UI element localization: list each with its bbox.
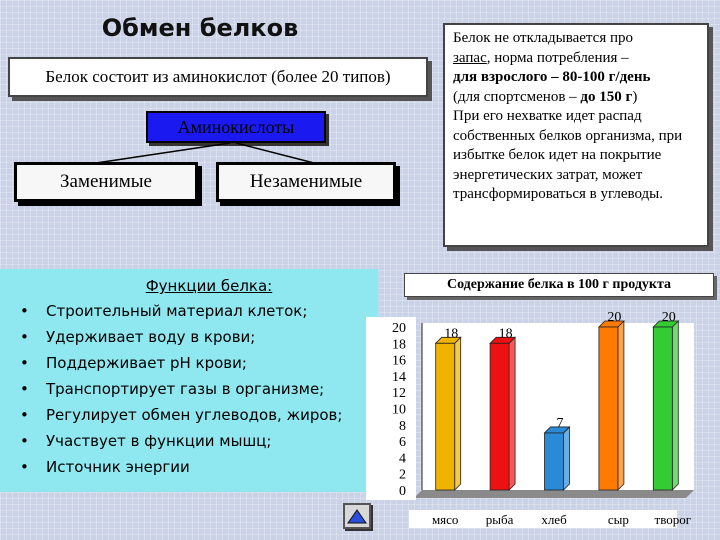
essential-box: Незаменимые [216,162,396,202]
note-rest: При его нехватке идет распад собственных белков организма, при избытке белок идет на покрытие энергетических затрат, может трансформироваться в углеводы. [453,108,683,202]
function-item: • Удерживает воду в крови; [46,324,378,350]
x-tick-label: рыба [485,512,514,527]
y-tick-label: 18 [392,337,406,353]
y-tick-label: 20 [392,321,406,336]
function-item: • Участвует в функции мышц; [46,428,378,454]
functions-title: Функции белка: [145,277,273,295]
nav-button[interactable] [343,503,371,529]
data-label: 18 [444,326,459,342]
functions-panel [0,269,379,492]
x-tick-label: сыр [607,512,629,527]
y-tick-label: 12 [392,386,406,402]
bar [653,327,672,490]
y-tick-label: 10 [392,402,406,418]
composition-box: Белок состоит из аминокислот (более 20 типов) [8,57,428,97]
protein-bar-chart [364,305,714,535]
y-tick-label: 6 [399,435,406,451]
function-item: • Поддерживает pH крови; [46,350,378,376]
bar [599,327,618,490]
y-axis-label-bg [366,317,416,500]
data-label: 7 [556,415,564,431]
replaceable-box: Заменимые [14,162,198,202]
bar [436,343,455,490]
chart-title: Содержание белка в 100 г продукта [404,273,714,297]
note-line-2 [453,49,701,69]
note-adult: для взрослого – 80-100 г/день [453,69,651,85]
y-tick-label: 14 [392,369,406,385]
y-tick-label: 16 [392,353,406,369]
y-tick-label: 8 [399,418,406,434]
connector-right [236,143,314,163]
note-line-1: Белок не откладывается про [453,30,633,46]
function-item: • Источник энергии [46,454,378,480]
bar-side [618,321,624,490]
note-athlete-suffix: ) [632,88,638,105]
protein-note [443,23,709,247]
y-tick-label: 2 [399,467,406,483]
function-item: • Транспортирует газы в организме; [46,376,378,402]
data-label: 18 [498,326,513,342]
data-label: 20 [661,310,676,325]
functions-list [0,298,378,480]
chart-floor [414,490,694,498]
note-line-2-rest: , норма потребления – [486,49,629,66]
amino-acids-box: Аминокислоты [146,111,326,143]
note-underlined: запас [453,49,487,66]
bar [490,343,509,490]
bar-side [455,337,461,490]
data-label: 20 [607,310,622,325]
bar-side [509,337,515,490]
function-item: • Строительный материал клеток; [46,298,378,324]
x-tick-label: творог [654,512,692,527]
x-tick-label: мясо [431,512,459,527]
page-title: Обмен белков [101,14,299,42]
function-item: • Регулирует обмен углеводов, жиров; [46,402,378,428]
bar-side [672,321,678,490]
bar [545,433,564,490]
x-tick-label: хлеб [541,512,567,527]
bar-side [564,427,570,490]
y-tick-label: 4 [399,451,406,467]
connector-left [96,143,230,163]
note-athlete-value: до 150 г [580,88,633,105]
note-athlete [453,88,701,108]
note-athlete-prefix: (для спортсменов – [453,88,581,105]
y-tick-label: 0 [399,484,406,499]
triangle-up-icon [345,505,369,527]
